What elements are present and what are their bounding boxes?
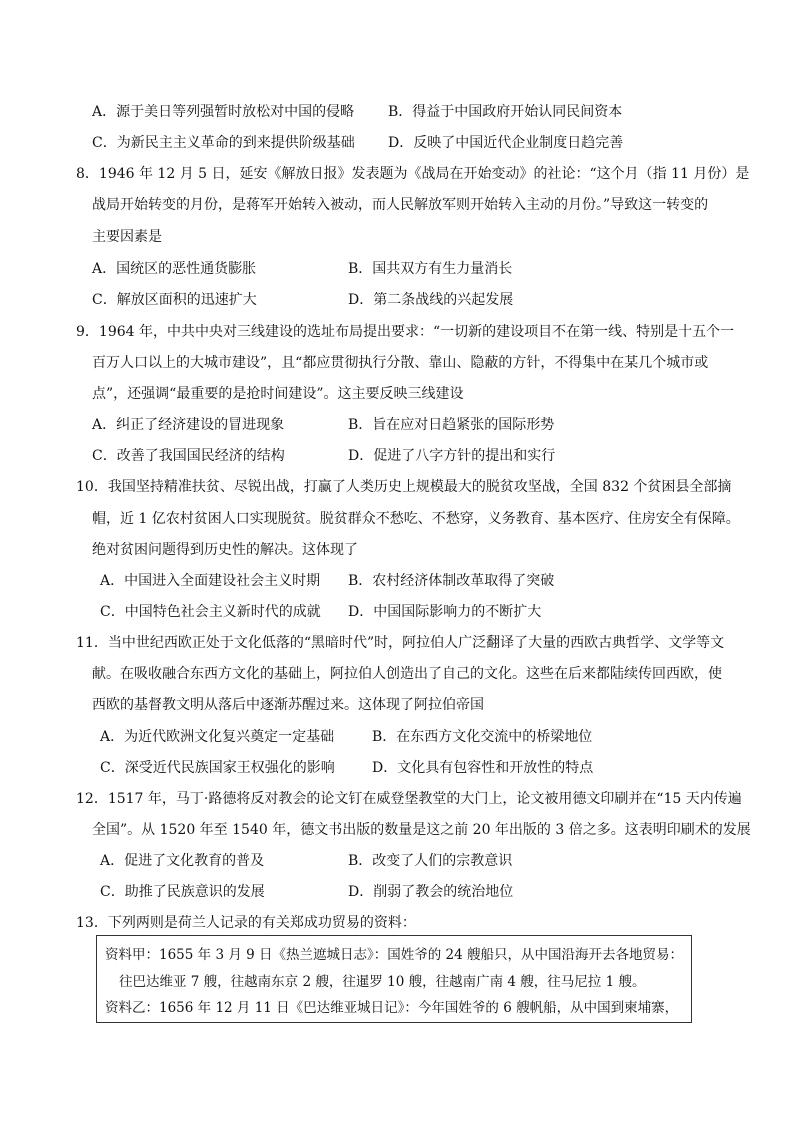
q11-stem-line-3: 西欧的基督教文明从落后中逐渐苏醒过来。这体现了阿拉伯帝国 xyxy=(92,697,484,713)
q9-stem-line-1: 9．1964 年，中共中央对三线建设的选址布局提出要求：“一切新的建设项目不在第一线、特别是十五个一 xyxy=(76,324,735,340)
q7-option-c[interactable]: C．为新民主主义革命的到来提供阶级基础 xyxy=(92,135,355,151)
q8-option-a[interactable]: A．国统区的恶性通货膨胀 xyxy=(92,261,257,277)
q11-option-a[interactable]: A．为近代欧洲文化复兴奠定一定基础 xyxy=(100,729,335,745)
q13-source-box xyxy=(96,935,692,1023)
q7-option-a[interactable]: A．源于美日等列强暂时放松对中国的侵略 xyxy=(92,104,355,120)
q12-option-c[interactable]: C．助推了民族意识的发展 xyxy=(100,884,265,900)
q9-stem-line-3: 点”，还强调“最重要的是抢时间建设”。这主要反映三线建设 xyxy=(92,386,464,402)
q12-stem-line-2: 全国”。从 1520 年至 1540 年，德文书出版的数量是这之前 20 年出版的 3 倍之多。这表明印刷术的发展 xyxy=(92,822,751,838)
q9-option-b[interactable]: B．旨在应对日趋紧张的国际形势 xyxy=(348,417,555,433)
q9-stem-line-2: 百万人口以上的大城市建设”，且“都应贯彻执行分散、靠山、隐蔽的方针，不得集中在某几个城市或 xyxy=(92,355,709,371)
q9-option-c[interactable]: C．改善了我国国民经济的结构 xyxy=(92,448,285,464)
q8-stem-line-3: 主要因素是 xyxy=(92,229,162,245)
q12-option-a[interactable]: A．促进了文化教育的普及 xyxy=(100,853,265,869)
q11-stem-line-2: 献。在吸收融合东西方文化的基础上，阿拉伯人创造出了自己的文化。这些在后来都陆续传回西欧，使 xyxy=(92,666,722,682)
q9-option-d[interactable]: D．促进了八字方针的提出和实行 xyxy=(348,448,556,464)
q13-source-a-line-2: 往巴达维亚 7 艘，往越南东京 2 艘，往暹罗 10 艘，往越南广南 4 艘，往马尼拉 1 艘。 xyxy=(119,974,646,990)
q10-option-b[interactable]: B．农村经济体制改革取得了突破 xyxy=(348,573,555,589)
q9-option-a[interactable]: A．纠正了经济建设的冒进现象 xyxy=(92,417,285,433)
q12-stem-line-1: 12．1517 年，马丁·路德将反对教会的论文钉在威登堡教堂的大门上，论文被用德文印刷并在“15 天内传遍 xyxy=(76,791,742,807)
q11-stem-line-1: 11．当中世纪西欧正处于文化低落的“黑暗时代”时，阿拉伯人广泛翻译了大量的西欧古典哲学、文学等文 xyxy=(76,635,725,651)
q13-source-a-line-1: 资料甲：1655 年 3 月 9 日《热兰遮城日志》：国姓爷的 24 艘船只，从中国沿海开去各地贸易： xyxy=(105,947,684,963)
q11-option-d[interactable]: D．文化具有包容性和开放性的特点 xyxy=(372,760,594,776)
q11-option-c[interactable]: C．深受近代民族国家王权强化的影响 xyxy=(100,760,335,776)
q7-option-d[interactable]: D．反映了中国近代企业制度日趋完善 xyxy=(388,135,624,151)
q7-option-b[interactable]: B．得益于中国政府开始认同民间资本 xyxy=(388,104,623,120)
q8-option-d[interactable]: D．第二条战线的兴起发展 xyxy=(348,292,514,308)
q10-option-c[interactable]: C．中国特色社会主义新时代的成就 xyxy=(100,604,321,620)
q8-option-c[interactable]: C．解放区面积的迅速扩大 xyxy=(92,292,257,308)
q10-option-a[interactable]: A．中国进入全面建设社会主义时期 xyxy=(100,573,321,589)
q10-stem-line-3: 绝对贫困问题得到历史性的解决。这体现了 xyxy=(92,542,358,558)
q11-option-b[interactable]: B．在东西方文化交流中的桥梁地位 xyxy=(372,729,593,745)
q8-stem-line-2: 战局开始转变的月份，是蒋军开始转入被动，而人民解放军则开始转入主动的月份。”导致这一转变的 xyxy=(92,197,709,213)
q10-stem-line-2: 帽，近 1 亿农村贫困人口实现脱贫。脱贫群众不愁吃、不愁穿，义务教育、基本医疗、住房安全有保障。 xyxy=(92,511,740,527)
q10-stem-line-1: 10．我国坚持精准扶贫、尽锐出战，打赢了人类历史上规模最大的脱贫攻坚战，全国 832 个贫困县全部摘 xyxy=(76,479,732,495)
q13-source-b-line-1: 资料乙：1656 年 12 月 11 日《巴达维亚城日记》：今年国姓爷的 6 艘帆船，从中国到柬埔寨， xyxy=(105,1000,679,1016)
q10-option-d[interactable]: D．中国国际影响力的不断扩大 xyxy=(348,604,542,620)
q8-stem-line-1: 8．1946 年 12 月 5 日，延安《解放日报》发表题为《战局在开始变动》的社论：“这个月（指 11 月份）是 xyxy=(76,166,750,182)
q8-option-b[interactable]: B．国共双方有生力量消长 xyxy=(348,261,513,277)
q12-option-b[interactable]: B．改变了人们的宗教意识 xyxy=(348,853,513,869)
q13-stem: 13．下列两则是荷兰人记录的有关郑成功贸易的资料： xyxy=(76,915,416,931)
q12-option-d[interactable]: D．削弱了教会的统治地位 xyxy=(348,884,514,900)
